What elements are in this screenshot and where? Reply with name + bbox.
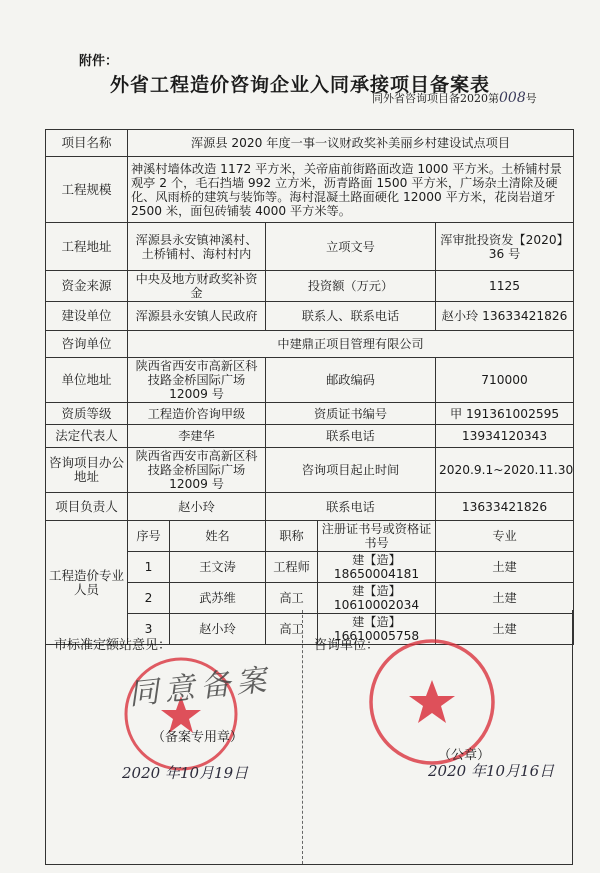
staff-col-name: 姓名 [170,521,266,552]
staff-col-no: 序号 [128,521,170,552]
fund-source-value: 中央及地方财政奖补资金 [128,271,266,302]
row-qualification [46,403,574,425]
row-project-scale [46,157,574,223]
staff-col-cert: 注册证书号或资格证书号 [318,521,436,552]
right-date: 2020 年10月16日 [428,762,555,780]
contact-phone-value: 赵小玲 13633421826 [436,302,574,331]
staff-title: 工程师 [266,552,318,583]
investment-label: 投资额（万元） [266,271,436,302]
document-title: 外省工程造价咨询企业入同承接项目备案表 [109,74,490,96]
record-number-handwritten: 008 [499,90,526,106]
staff-major: 土建 [436,552,574,583]
section-divider [302,610,303,864]
row-unit-address [46,358,574,403]
handwritten-signature: 同意备案 [126,662,274,713]
row-office-address [46,448,574,493]
legal-rep-label: 法定代表人 [46,425,128,448]
project-scale-label: 工程规模 [46,157,128,223]
row-builder [46,302,574,331]
builder-value: 浑源县永安镇人民政府 [128,302,266,331]
consult-unit-value: 中建鼎正项目管理有限公司 [128,331,574,358]
staff-name: 赵小玲 [170,614,266,645]
office-address-value: 陕西省西安市高新区科技路金桥国际广场 12009 号 [128,448,266,493]
filing-form-table [45,129,574,645]
investment-value: 1125 [436,271,574,302]
manager-phone-label: 联系电话 [266,493,436,521]
manager-value: 赵小玲 [128,493,266,521]
qualification-label: 资质等级 [46,403,128,425]
unit-address-value: 陕西省西安市高新区科技路金桥国际广场 12009 号 [128,358,266,403]
contact-phone-label: 联系人、联系电话 [266,302,436,331]
left-stamp-caption: （备案专用章） [152,730,244,745]
project-scale-value: 神溪村墙体改造 1172 平方米，关帝庙前街路面改造 1000 平方米。土桥铺村景观亭 2 个，毛石挡墙 992 立方米，沥青路面 1500 平方米，广场杂土清除及硬化、风雨桥的建筑与装饰等。海村混凝土路面硬化 12000 平方米，花岗岩道牙 2500 米，面包砖铺装 4000 平方米等。 [128,157,574,223]
period-label: 咨询项目起止时间 [266,448,436,493]
staff-col-title: 职称 [266,521,318,552]
phone-value: 13934120343 [436,425,574,448]
qualification-value: 工程造价咨询甲级 [128,403,266,425]
postcode-label: 邮政编码 [266,358,436,403]
phone-label: 联系电话 [266,425,436,448]
staff-no: 1 [128,552,170,583]
office-address-label: 咨询项目办公地址 [46,448,128,493]
staff-major: 土建 [436,583,574,614]
staff-col-major: 专业 [436,521,574,552]
unit-address-label: 单位地址 [46,358,128,403]
staff-no: 2 [128,583,170,614]
staff-name: 武苏维 [170,583,266,614]
row-manager [46,493,574,521]
cert-no-label: 资质证书编号 [266,403,436,425]
record-number-suffix: 号 [525,92,537,105]
staff-major: 土建 [436,614,574,645]
fund-source-label: 资金来源 [46,271,128,302]
staff-cert: 建【造】16610005758 [318,614,436,645]
approval-no-value: 浑审批投资发【2020】36 号 [436,223,574,271]
record-number-prefix: 同外省咨询项目备2020第 [372,92,499,105]
approval-section [45,610,573,865]
staff-name: 王文涛 [170,552,266,583]
project-address-label: 工程地址 [46,223,128,271]
staff-cert: 建【造】18650004181 [318,552,436,583]
manager-label: 项目负责人 [46,493,128,521]
right-opinion-label: 咨询单位： [314,638,380,653]
row-fund-source [46,271,574,302]
left-date: 2020 年10月19日 [122,764,249,782]
row-staff-header [46,521,574,552]
builder-label: 建设单位 [46,302,128,331]
period-value: 2020.9.1~2020.11.30 [436,448,574,493]
postcode-value: 710000 [436,358,574,403]
record-number [372,90,537,106]
row-legal-rep [46,425,574,448]
legal-rep-value: 李建华 [128,425,266,448]
staff-cert: 建【造】10610002034 [318,583,436,614]
manager-phone-value: 13633421826 [436,493,574,521]
left-opinion-label: 市标准定额站意见： [54,638,172,653]
row-consult-unit [46,331,574,358]
staff-no: 3 [128,614,170,645]
consult-unit-label: 咨询单位 [46,331,128,358]
approval-no-label: 立项文号 [266,223,436,271]
row-project-name [46,130,574,157]
staff-group-label: 工程造价专业人员 [46,521,128,645]
right-stamp-caption: （公章） [438,748,491,763]
project-address-value: 浑源县永安镇神溪村、土桥铺村、海村村内 [128,223,266,271]
row-project-address [46,223,574,271]
staff-title: 高工 [266,583,318,614]
project-name-value: 浑源县 2020 年度一事一议财政奖补美丽乡村建设试点项目 [128,130,574,157]
staff-title: 高工 [266,614,318,645]
cert-no-value: 甲 191361002595 [436,403,574,425]
attachment-label: 附件： [79,54,119,69]
project-name-label: 项目名称 [46,130,128,157]
